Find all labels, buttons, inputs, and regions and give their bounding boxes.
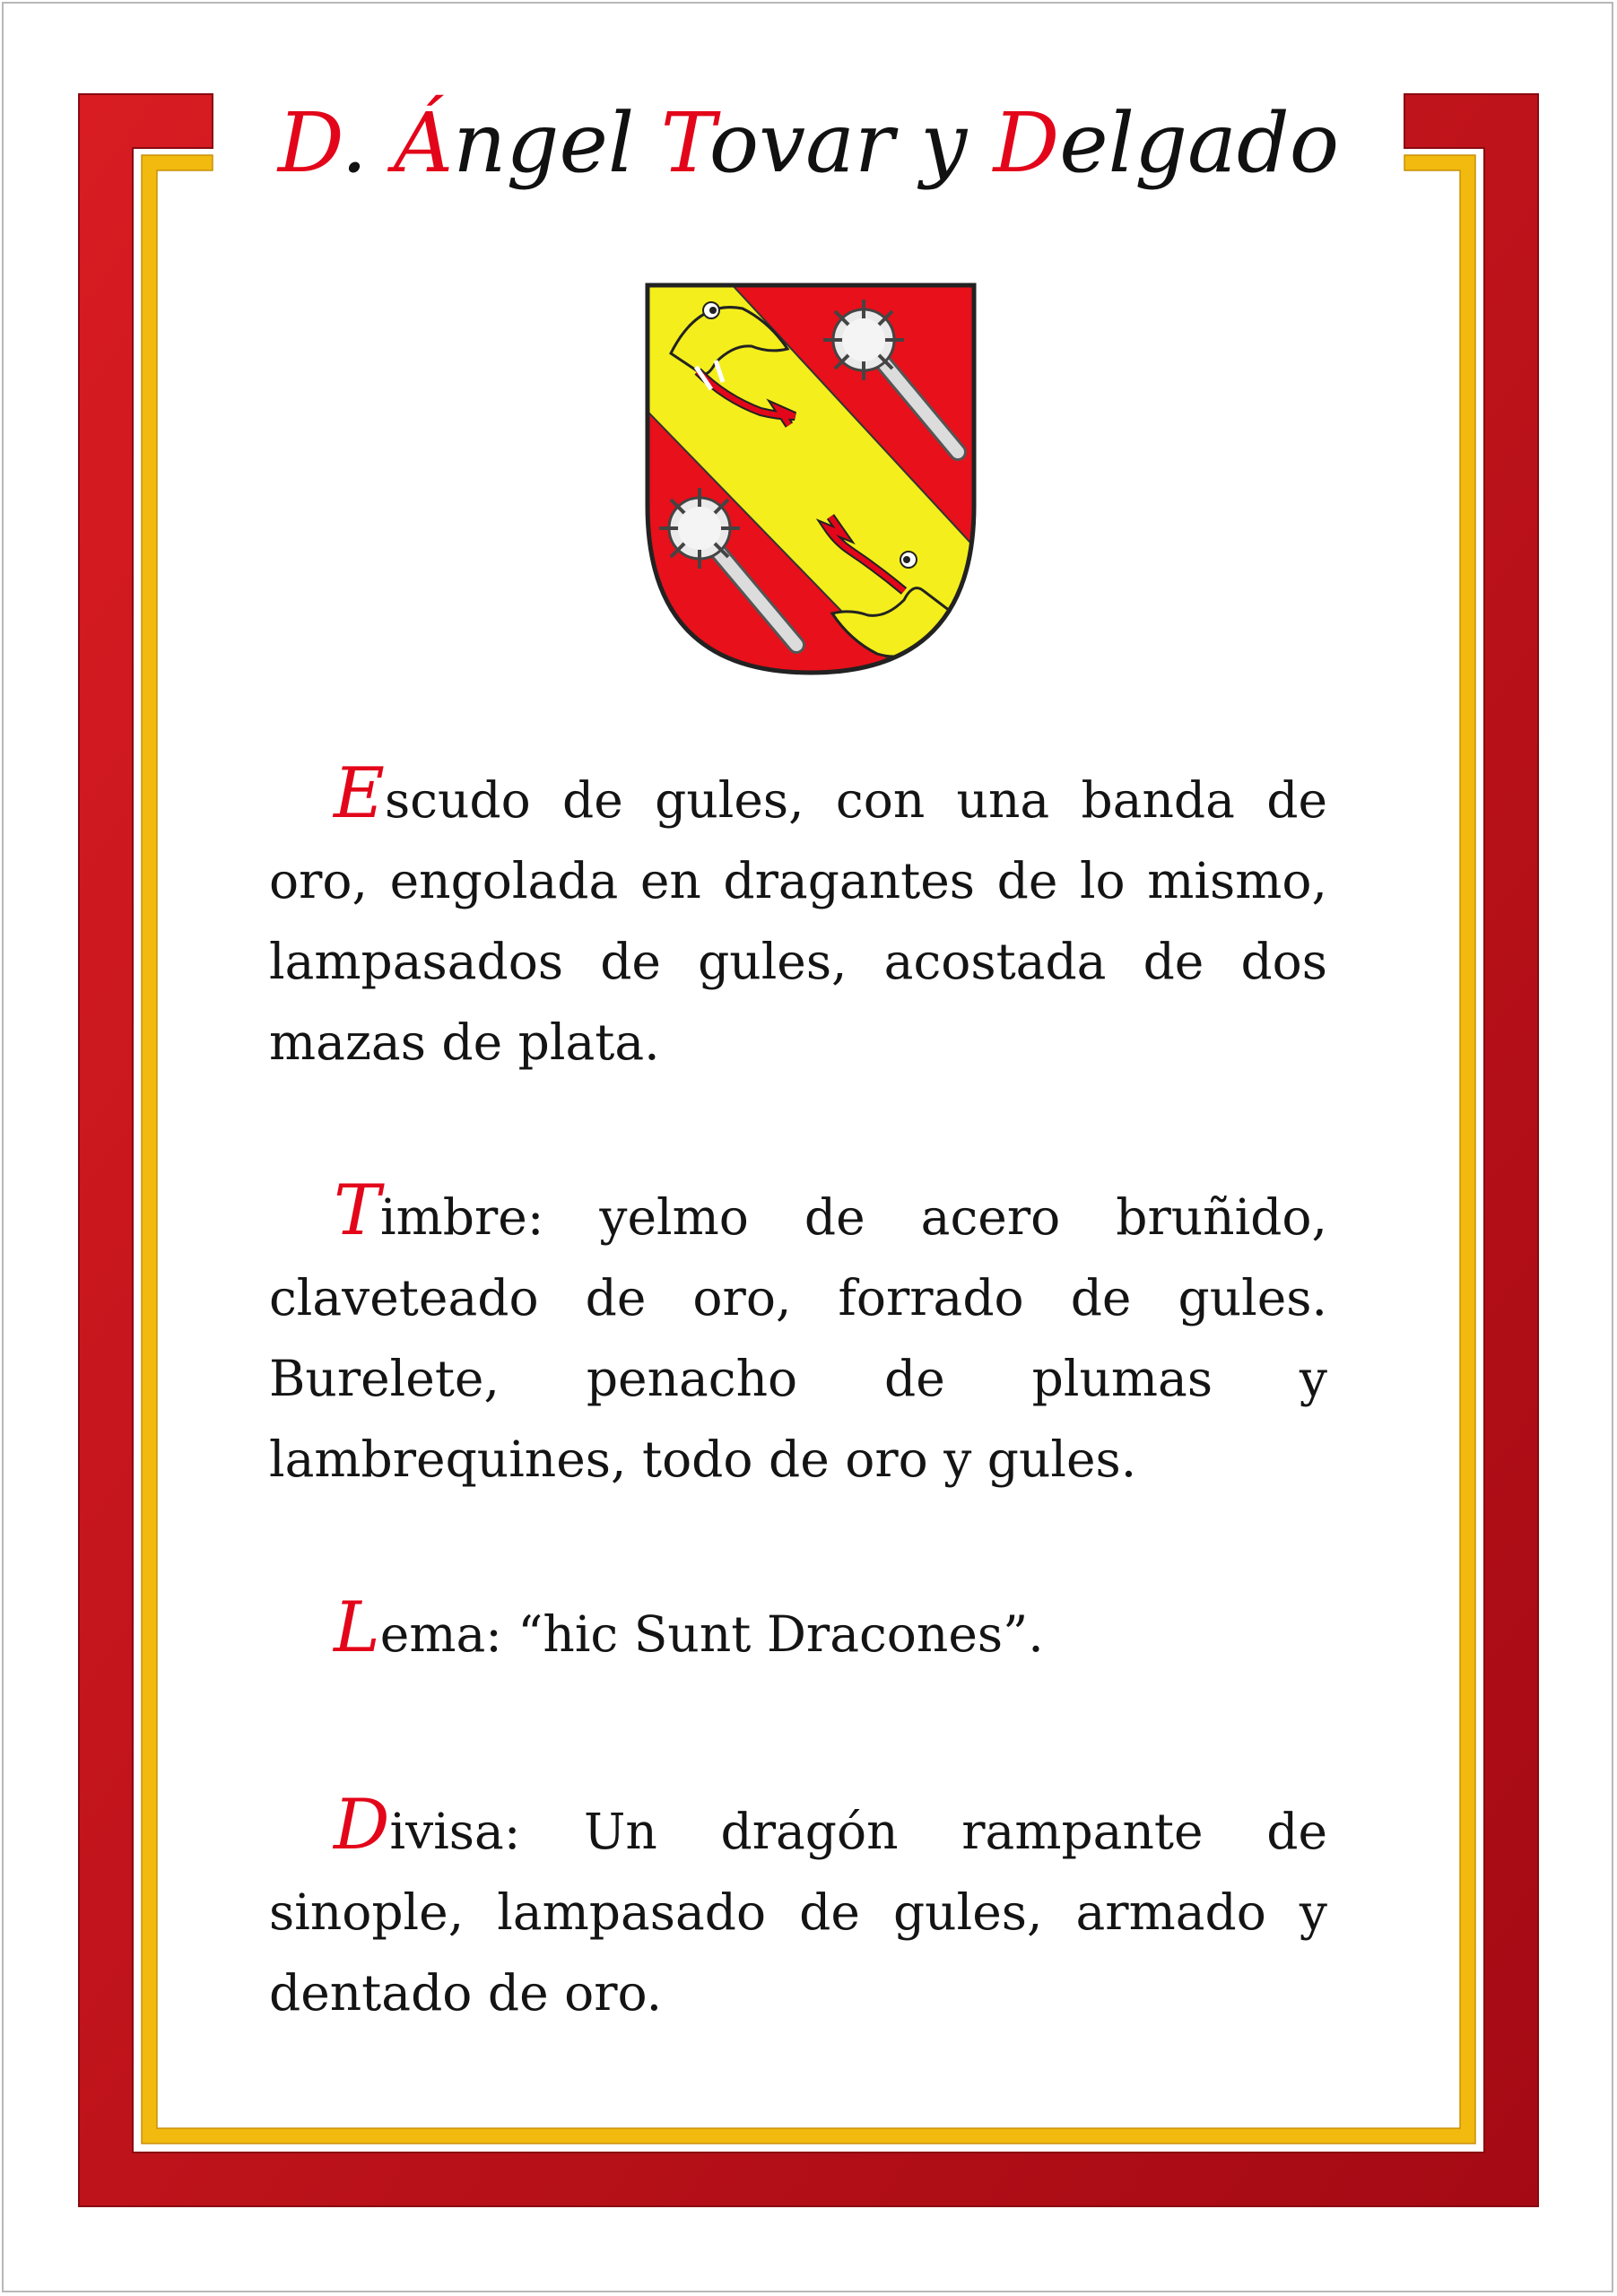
title-text: ngel bbox=[453, 95, 661, 191]
paragraph-initial: T bbox=[334, 1170, 381, 1251]
title-text: elgado bbox=[1059, 95, 1340, 191]
paragraph-text: ema: “hic Sunt Dracones”. bbox=[379, 1605, 1044, 1663]
page-title bbox=[224, 85, 1393, 202]
paragraph-initial: E bbox=[334, 753, 385, 834]
badge-paragraph bbox=[269, 1785, 1327, 2033]
paragraph-text: scudo de gules, con una banda de oro, engolada en dragantes de lo mismo, lampasados de gules, acostada de dos mazas de plata. bbox=[269, 771, 1327, 1071]
paragraph-text: ivisa: Un dragón rampante de sinople, lampasado de gules, armado y dentado de oro. bbox=[269, 1803, 1327, 2022]
crest-paragraph bbox=[269, 1170, 1327, 1500]
title-initial: D bbox=[277, 95, 342, 191]
title-text: . bbox=[341, 95, 394, 191]
title-initial: Á bbox=[393, 95, 454, 191]
paragraph-initial: D bbox=[334, 1785, 390, 1866]
paragraph-initial: L bbox=[334, 1587, 380, 1668]
title-initial: T bbox=[660, 95, 709, 191]
motto-paragraph bbox=[269, 1587, 1327, 1674]
paragraph-text: imbre: yelmo de acero bruñido, claveteado de oro, forrado de gules. Burelete, penacho de plumas y lambrequines, todo de oro y gules. bbox=[269, 1188, 1327, 1488]
blazon-paragraph bbox=[269, 753, 1327, 1083]
title-initial: D bbox=[993, 95, 1060, 191]
coat-of-arms-shield bbox=[644, 282, 978, 676]
title-text: ovar y bbox=[709, 95, 994, 191]
